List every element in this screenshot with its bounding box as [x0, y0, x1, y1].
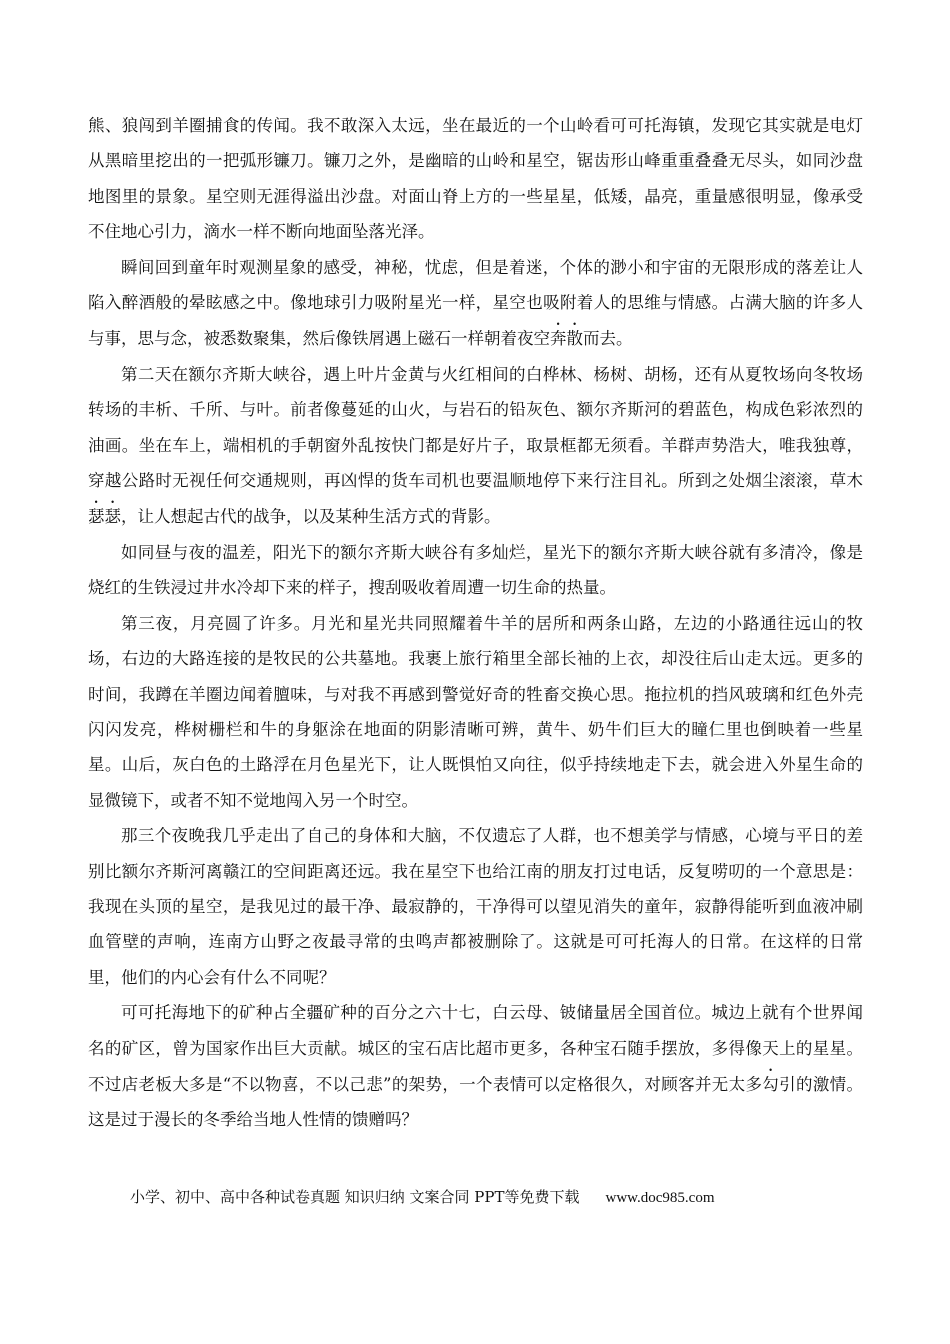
emphasized-word: 奔散: [550, 329, 583, 349]
emphasized-word: 勾: [762, 1074, 780, 1094]
paragraph-3: [88, 357, 863, 535]
page-footer: [130, 1186, 830, 1207]
article-body: [88, 108, 863, 1138]
emphasized-word: 瑟瑟: [88, 507, 121, 527]
paragraph-1: 熊、狼闯到羊圈捕食的传闻。我不敢深入太远，坐在最近的一个山岭看可可托海镇，发现它其实就是电灯从黑暗里挖出的一把弧形镰刀。镰刀之外，是幽暗的山岭和星空，锯齿形山峰重重叠叠无尽头，如同沙盘地图里的景象。星空则无涯得溢出沙盘。对面山脊上方的一些星星，低矮，晶亮，重量感很明显，像承受不住地心引力，滴水一样不断向地面坠落光泽。: [88, 116, 863, 242]
paragraph-7-text-a: 可可托海地下的矿种占全疆矿种的百分之六十七，白云母、铍储量居全国首位。城边上就有个世界闻名的矿区，曾为国家作出巨大贡献。城区的宝石店比超市更多，各种宝石随手摆放，多得像天上的星星。不过店老板大多是“不以物喜，不以己悲”的架势，一个表情可以定格很久，对顾客并无太多: [88, 1003, 863, 1094]
paragraph-2-text-a: 瞬间回到童年时观测星象的感受，神秘，忧虑，但是着迷，个体的渺小和宇宙的无限形成的落差让人陷入醉酒般的晕眩感之中。像地球引力吸附星光一样，星空也吸附着人的思维与情感。占满大脑的许多人与事，思与念，被悉数聚集，然后像铁屑遇上磁石一样朝着夜空: [88, 257, 863, 349]
footer-link[interactable]: www.doc985.com: [605, 1190, 715, 1206]
paragraph-5: 第三夜，月亮圆了许多。月光和星光共同照耀着牛羊的居所和两条山路，左边的小路通往远山的牧场，右边的大路连接的是牧民的公共墓地。我裹上旅行箱里全部长袖的上衣，却没往后山走太远。更多的时间，我蹲在羊圈边闻着膻味，与对我不再感到警觉好奇的牲畜交换心思。拖拉机的挡风玻璃和红色外壳闪闪发亮，桦树栅栏和牛的身躯涂在地面的阴影清晰可辨，黄牛、奶牛们巨大的瞳仁里也倒映着一些星星。山后，灰白色的土路浮在月色星光下，让人既惧怕又向往，似乎持续地走下去，就会进入外星生命的显微镜下，或者不知不觉地闯入另一个时空。: [88, 613, 863, 810]
paragraph-4: 如同昼与夜的温差，阳光下的额尔齐斯大峡谷有多灿烂，星光下的额尔齐斯大峡谷就有多清冷，像是烧红的生铁浸过井水冷却下来的样子，搜刮吸收着周遭一切生命的热量。: [88, 542, 863, 598]
paragraph-2-text-b: 而去。: [583, 329, 633, 349]
paragraph-7-text-b: 引的激情。这是过于漫长的冬季给当地人性情的馈赠吗？: [88, 1074, 863, 1130]
paragraph-2: [88, 250, 863, 357]
paragraph-3-text-a: 第二天在额尔齐斯大峡谷，遇上叶片金黄与火红相间的白桦林、杨树、胡杨，还有从夏牧场向冬牧场转场的丰析、千所、与叶。前者像蔓延的山火，与岩石的铅灰色、额尔齐斯河的碧蓝色，构成色彩浓烈的油画。坐在车上，端相机的手朝窗外乱按快门都是好片子，取景框都无须看。羊群声势浩大，唯我独尊，穿越公路时无视任何交通规则，再凶悍的货车司机也要温顺地停下来行注目礼。所到之处烟尘滚滚，草木: [88, 364, 863, 491]
paragraph-3-text-b: ，让人想起古代的战争，以及某种生活方式的背影。: [121, 507, 501, 527]
paragraph-7: [88, 995, 863, 1138]
footer-text: 小学、初中、高中各种试卷真题 知识归纳 文案合同 PPT等免费下载: [130, 1188, 580, 1206]
paragraph-6: 那三个夜晚我几乎走出了自己的身体和大脑，不仅遗忘了人群，也不想美学与情感，心境与平日的差别比额尔齐斯河离赣江的空间距离还远。我在星空下也给江南的朋友打过电话，反复唠叨的一个意思是：我现在头顶的星空，是我见过的最干净、最寂静的，干净得可以望见消失的童年，寂静得能听到血液冲刷血管壁的声响，连南方山野之夜最寻常的虫鸣声都被删除了。这就是可可托海人的日常。在这样的日常里，他们的内心会有什么不同呢？: [88, 826, 863, 987]
